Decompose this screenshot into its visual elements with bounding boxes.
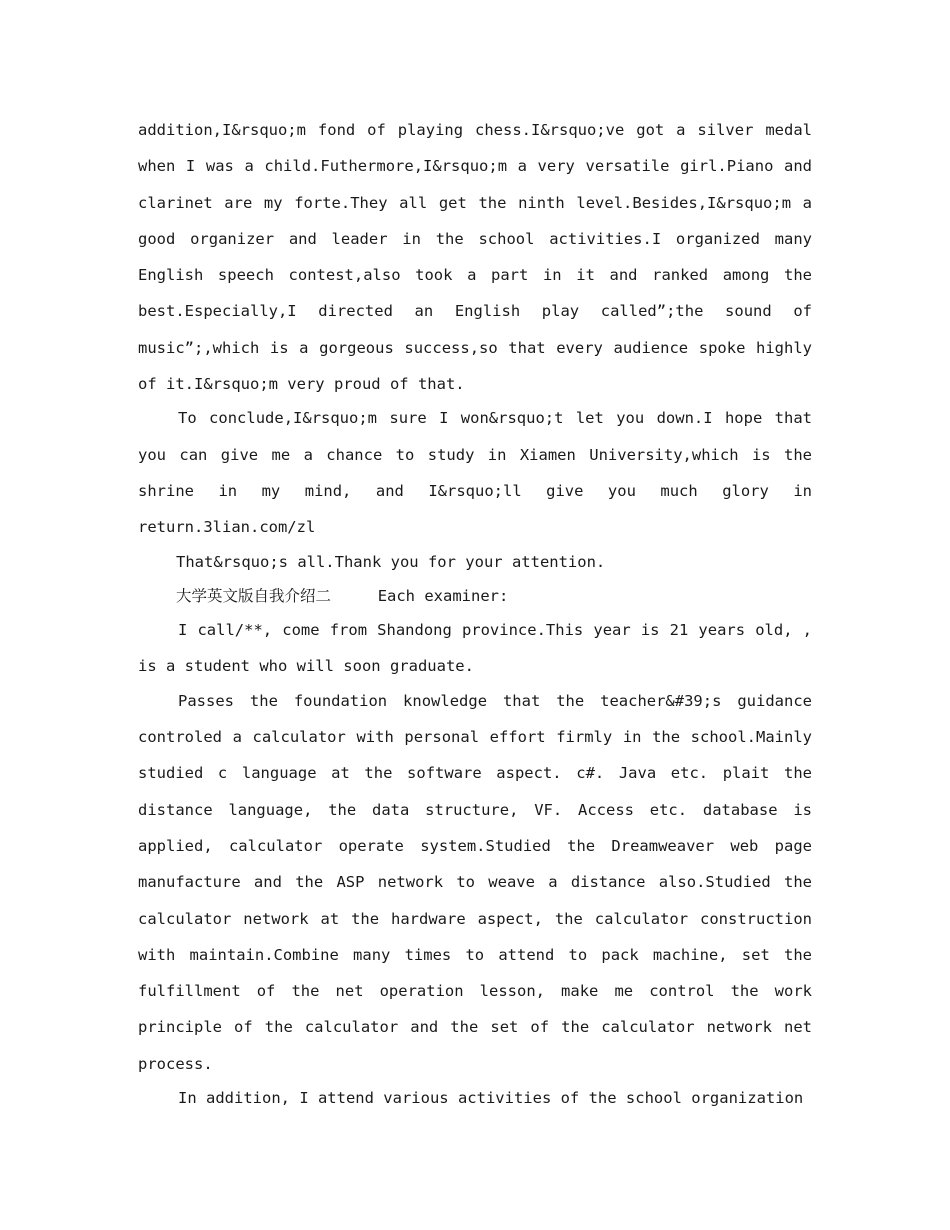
document-body [138, 112, 812, 1114]
paragraph-introduction: I call/**, come from Shandong province.This year is 21 years old, , is a student who will soon graduate. [138, 621, 812, 676]
section-heading-cjk: 大学英文版自我介绍二 [176, 586, 332, 605]
paragraph-conclusion: To conclude,I&rsquo;m sure I won&rsquo;t let you down.I hope that you can give me a chance to study in Xiamen University,which is the shrine in my mind, and I&rsquo;ll give you much glory in return.3lian.com/zl [138, 409, 812, 537]
section-heading [138, 578, 812, 614]
paragraph-studies: Passes the foundation knowledge that the teacher&#39;s guidance controled a calculator with personal effort firmly in the school.Mainly studied c language at the software aspect. c#. Java etc. plait the distance language, the data structure, VF. Access etc. database is applied, calculator operate system.Studied the Dreamweaver web page manufacture and the ASP network to weave a distance also.Studied the calculator network at the hardware aspect, the calculator construction with maintain.Combine many times to attend to pack machine, set the fulfillment of the net operation lesson, make me control the work principle of the calculator and the set of the calculator network net process. [138, 691, 812, 1073]
paragraph-thanks: That&rsquo;s all.Thank you for your attention. [176, 552, 606, 571]
paragraph-hobbies-continuation: addition,I&rsquo;m fond of playing chess.I&rsquo;ve got a silver medal when I was a child.Futhermore,I&rsquo;m a very versatile girl.Piano and clarinet are my forte.They all get the ninth level.Besides,I&rsquo;m a good organizer and leader in the school activities.I organized many English speech contest,also took a part in it and ranked among the best.Especially,I directed an English play called”;the sound of music”;,which is a gorgeous success,so that every audience spoke highly of it.I&rsquo;m very proud of that. [138, 121, 812, 394]
section-heading-salutation: Each examiner: [377, 586, 509, 605]
paragraph-activities: In addition, I attend various activities of the school organization [178, 1089, 804, 1108]
